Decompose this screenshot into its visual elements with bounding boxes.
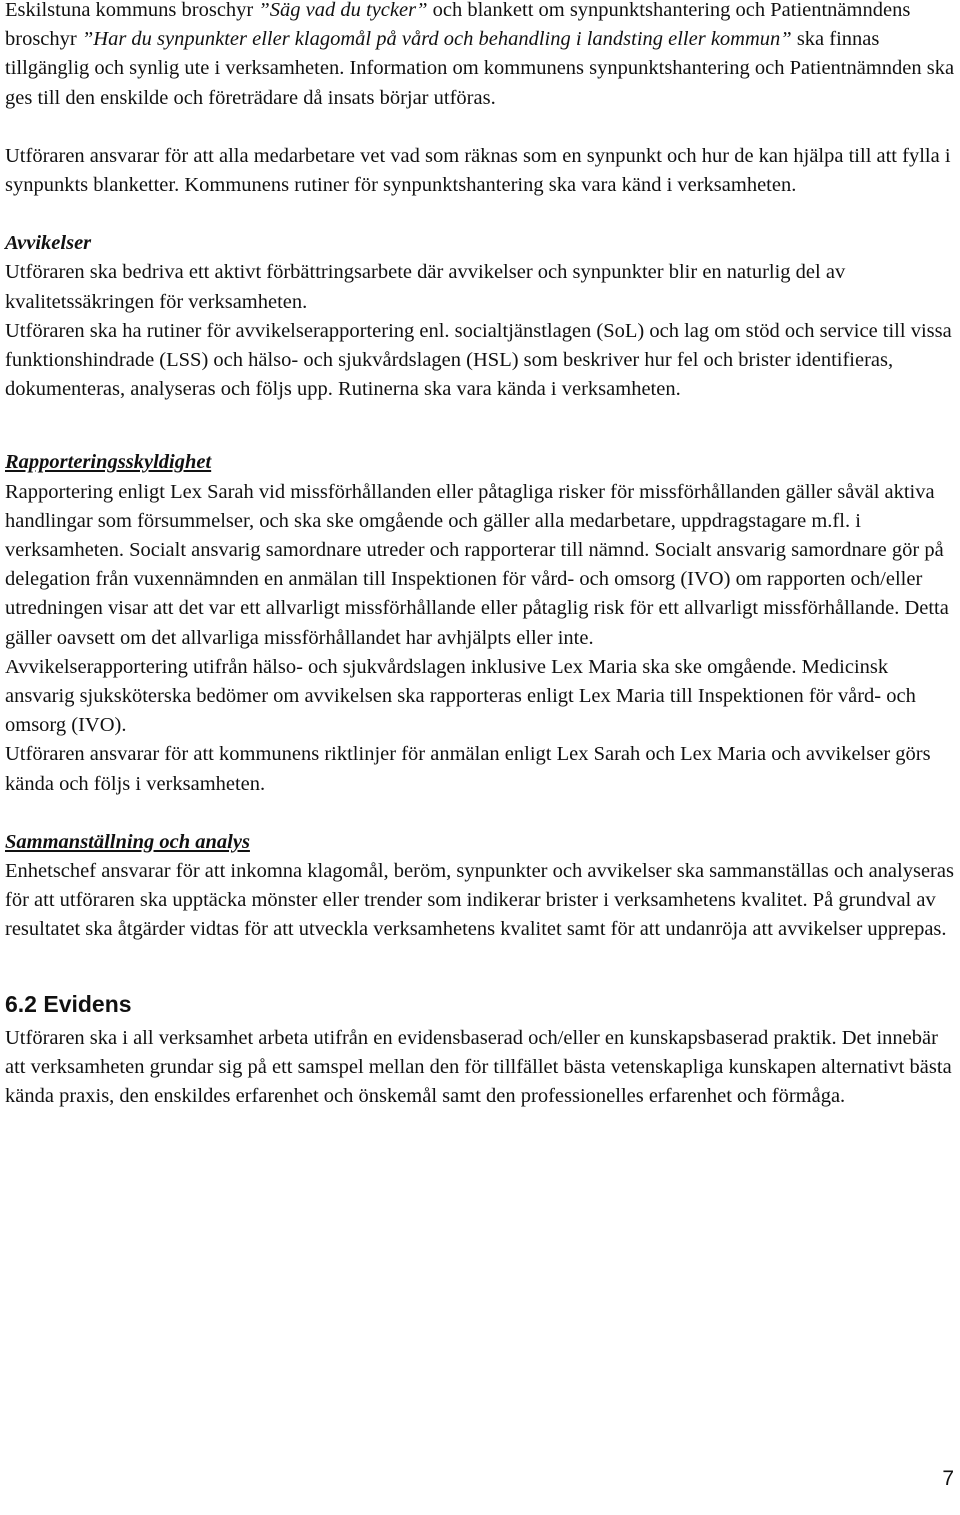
avvikelser-paragraph-1: Utföraren ska bedriva ett aktivt förbättringsarbete där avvikelser och synpunkter blir en naturlig del av kvalitetssäkringen för verksamheten.	[5, 261, 846, 313]
brochure-title-1: ”Säg vad du tycker”	[258, 0, 428, 21]
evidens-paragraph-1: Utföraren ska i all verksamhet arbeta utifrån en evidensbaserad och/eller en kunskapsbaserad praktik. Det innebär att verksamheten grundar sig på ett samspel mellan den för tillfället bästa vetenskapliga kunskapen alternativt bästa kända praxis, den enskildes erfarenhet och önskemål samt den professionelles erfarenhet och förmåga.	[5, 1026, 952, 1108]
avvikelser-paragraph-2: Utföraren ska ha rutiner för avvikelserapportering enl. socialtjänstlagen (SoL) och lag om stöd och service till vissa funktionshindrade (LSS) och hälso- och sjukvårdslagen (HSL) som beskriver hur fel och brister identifieras, dokumenteras, analyseras och följs upp. Rutinerna ska vara kända i verksamheten.	[5, 319, 952, 401]
section-heading-sammanstallning: Sammanställning och analys	[5, 830, 250, 853]
intro-paragraph-2: Utföraren ansvarar för att alla medarbetare vet vad som räknas som en synpunkt och hur de kan hjälpa till att fylla i synpunkts blanketter. Kommunens rutiner för synpunktshantering ska vara känd i verksamheten.	[5, 144, 951, 197]
rapportering-paragraph-3: Utföraren ansvarar för att kommunens riktlinjer för anmälan enligt Lex Sarah och Lex Maria och avvikelser görs kända och följs i verksamheten.	[5, 743, 931, 795]
rapportering-paragraph-1: Rapportering enligt Lex Sarah vid missförhållanden eller påtagliga risker för missförhållanden gäller såväl aktiva handlingar som försummelser, och ska ske omgående och gäller alla medarbetare, uppdragstagare m.fl. i verksamheten. Socialt ansvarig samordnare utreder och rapporterar till nämnd. Socialt ansvarig samordnare gör på delegation från vuxennämnden en anmälan till Inspektionen för vård- och omsorg (IVO) om rapporten och/eller utredningen visar att det var ett allvarligt missförhållande eller påtaglig risk för ett allvarligt missförhållande. Detta gäller oavsett om det allvarliga missförhållandet har avhjälpts eller inte.	[5, 480, 949, 649]
section-heading-rapporteringsskyldighet: Rapporteringsskyldighet	[5, 451, 212, 474]
intro-paragraph-1: Eskilstuna kommuns broschyr ”Säg vad du tycker” och blankett om synpunktshantering och Patientnämndens broschyr ”Har du synpunkter eller klagomål på vård och behandling i landsting eller kommun” ska finnas tillgänglig och synlig ute i verksamheten. Information om kommunens synpunktshantering och Patientnämnden ska ges till den enskilde och företrädare då insats börjar utföras.	[5, 0, 955, 109]
document-page	[5, 0, 957, 1111]
rapportering-paragraph-2: Avvikelserapportering utifrån hälso- och sjukvårdslagen inklusive Lex Maria ska ske omgående. Medicinsk ansvarig sjuksköterska bedömer om avvikelsen ska rapporteras enligt Lex Maria till Inspektionen för vård- och omsorg (IVO).	[5, 655, 916, 737]
brochure-title-2: ”Har du synpunkter eller klagomål på vård och behandling i landsting eller kommun”	[81, 28, 792, 51]
section-heading-evidens: 6.2 Evidens	[5, 990, 132, 1017]
page-number: 7	[942, 1467, 954, 1490]
sammanstallning-paragraph-1: Enhetschef ansvarar för att inkomna klagomål, beröm, synpunkter och avvikelser ska sammanställas och analyseras för att utföraren ska upptäcka mönster eller trender som indikerar brister i verksamhetens kvalitet. På grundval av resultatet ska åtgärder vidtas för att utveckla verksamhetens kvalitet samt för att undanröja att avvikelser upprepas.	[5, 860, 954, 941]
section-heading-avvikelser: Avvikelser	[5, 232, 92, 255]
